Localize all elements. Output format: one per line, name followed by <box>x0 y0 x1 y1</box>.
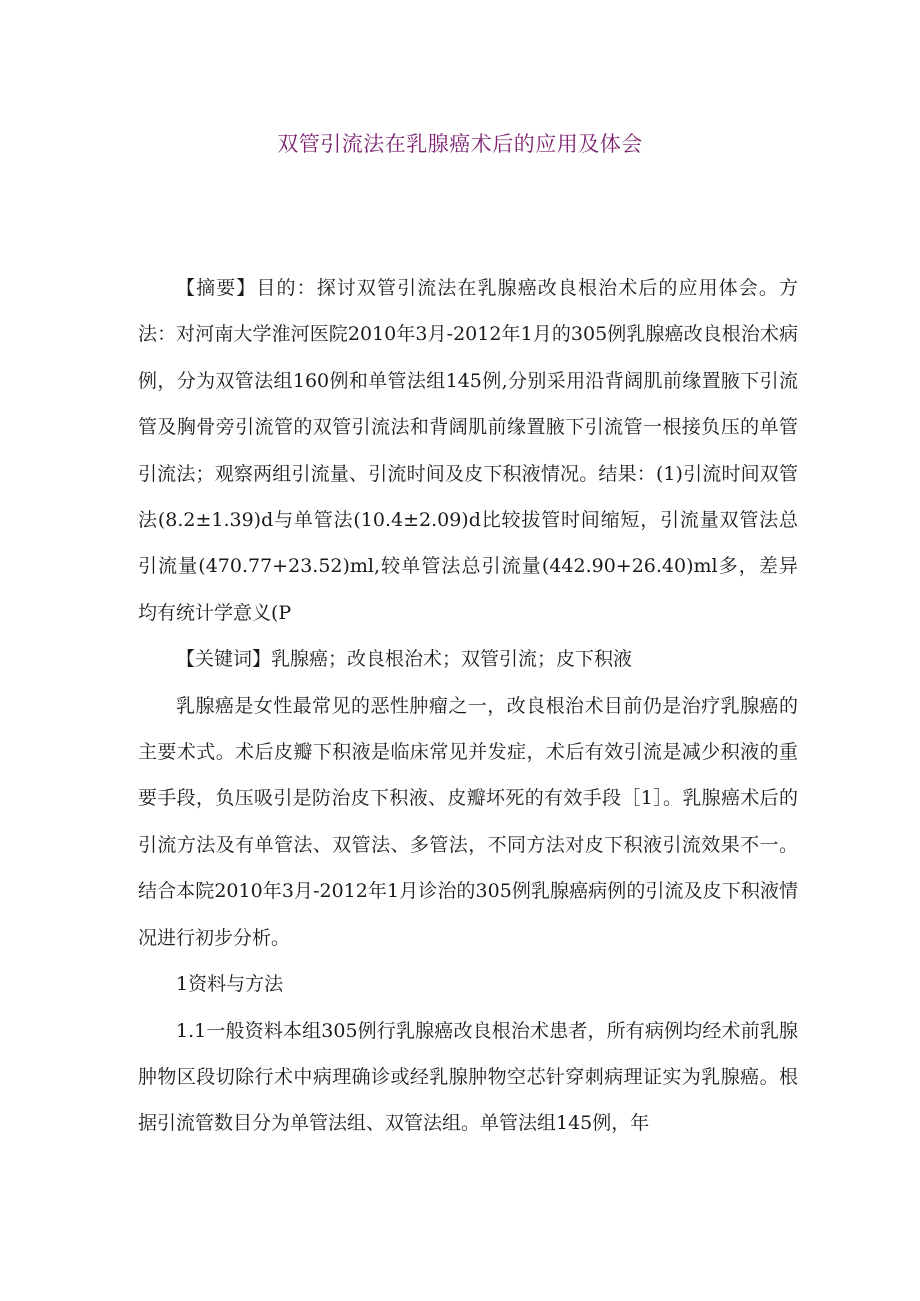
document-body <box>138 265 798 1147</box>
abstract-paragraph: 【摘要】目的：探讨双管引流法在乳腺癌改良根治术后的应用体会。方法：对河南大学淮河医院2010年3月-2012年1月的305例乳腺癌改良根治术病例，分为双管法组160例和单管法组145例,分别采用沿背阔肌前缘置腋下引流管及胸骨旁引流管的双管引流法和背阔肌前缘置腋下引流管一根接负压的单管引流法；观察两组引流量、引流时间及皮下积液情况。结果：(1)引流时间双管法(8.2±1.39)d与单管法(10.4±2.09)d比较拔管时间缩短，引流量双管法总引流量(470.77+23.52)ml,较单管法总引流量(442.90+26.40)ml多，差异均有统计学意义(P <box>138 277 798 624</box>
general-data-paragraph: 1.1一般资料本组305例行乳腺癌改良根治术患者，所有病例均经术前乳腺肿物区段切除行术中病理确诊或经乳腺肿物空芯针穿刺病理证实为乳腺癌。根据引流管数目分为单管法组、双管法组。单管法组145例，年 <box>138 1019 798 1135</box>
intro-paragraph: 乳腺癌是女性最常见的恶性肿瘤之一，改良根治术目前仍是治疗乳腺癌的主要术式。术后皮瓣下积液是临床常见并发症，术后有效引流是减少积液的重要手段，负压吸引是防治皮下积液、皮瓣坏死的有效手段［1］。乳腺癌术后的引流方法及有单管法、双管法、多管法，不同方法对皮下积液引流效果不一。结合本院2010年3月-2012年1月诊治的305例乳腺癌病例的引流及皮下积液情况进行初步分析。 <box>138 694 798 949</box>
keywords-paragraph: 【关键词】乳腺癌；改良根治术；双管引流；皮下积液 <box>176 648 633 671</box>
document-title: 双管引流法在乳腺癌术后的应用及体会 <box>277 132 643 156</box>
section-heading: 1资料与方法 <box>176 973 284 996</box>
